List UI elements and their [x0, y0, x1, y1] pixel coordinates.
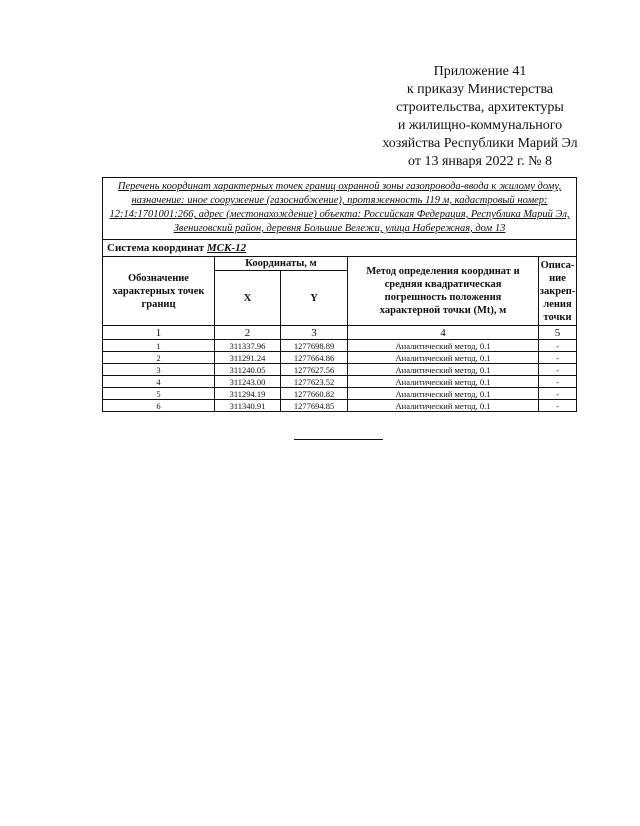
description-value: - [539, 388, 577, 400]
point-number: 6 [103, 400, 215, 412]
x-value: 311337.96 [215, 340, 281, 352]
description-value: - [539, 340, 577, 352]
method-value: Аналитический метод, 0.1 [348, 376, 539, 388]
description-value: - [539, 364, 577, 376]
table-row [103, 376, 577, 388]
order-date: от 13 января 2022 г. № 8 [408, 154, 552, 169]
column-number: 4 [348, 326, 539, 340]
x-value: 311291.24 [215, 352, 281, 364]
ministry-line-2: и жилищно-коммунального [397, 118, 563, 133]
table-title-text: Перечень координат характерных точек границ охранной зоны газопровода-ввода к жилому дому, назначение: иное сооружение (газоснабжение), протяженность 119 м, кадастровый номер: 12:14:1701001:266, адрес (местонахождение) объекта: Российская Федерация, Республика Марий Эл, Звениговский район, деревня Большие Вележи, улица Набережная, дом 13 [109, 181, 570, 234]
method-value: Аналитический метод, 0.1 [348, 352, 539, 364]
y-value: 1277623.52 [281, 376, 348, 388]
point-number: 4 [103, 376, 215, 388]
header-x: X [215, 271, 281, 326]
header-description: Описа-ние закреп-ления точки [539, 257, 577, 326]
method-value: Аналитический метод, 0.1 [348, 340, 539, 352]
coordinate-system-label: Система координат [107, 242, 205, 254]
ministry-line-1: строительства, архитектуры [396, 100, 564, 115]
y-value: 1277627.56 [281, 364, 348, 376]
table-title [103, 178, 577, 240]
closing-rule [294, 439, 383, 440]
table-row [103, 340, 577, 352]
y-value: 1277664.86 [281, 352, 348, 364]
column-number: 5 [539, 326, 577, 340]
column-number: 3 [281, 326, 348, 340]
y-value: 1277694.85 [281, 400, 348, 412]
header-point-designation: Обозначение характерных точек границ [103, 257, 215, 326]
point-number: 5 [103, 388, 215, 400]
column-number: 2 [215, 326, 281, 340]
y-value: 1277660.82 [281, 388, 348, 400]
header-method: Метод определения координат и средняя квадратическая погрешность положения характерной точки (Mt), м [348, 257, 539, 326]
x-value: 311240.05 [215, 364, 281, 376]
appendix-number: Приложение 41 [433, 64, 527, 79]
y-value: 1277698.89 [281, 340, 348, 352]
x-value: 311243.00 [215, 376, 281, 388]
column-number: 1 [103, 326, 215, 340]
header-coordinates: Координаты, м [215, 257, 348, 271]
method-value: Аналитический метод, 0.1 [348, 400, 539, 412]
x-value: 311294.19 [215, 388, 281, 400]
table-row [103, 388, 577, 400]
point-number: 2 [103, 352, 215, 364]
description-value: - [539, 376, 577, 388]
coordinates-table [102, 177, 577, 412]
coordinate-system-value: МСК-12 [206, 242, 247, 254]
order-line: к приказу Министерства [406, 82, 554, 97]
method-value: Аналитический метод, 0.1 [348, 364, 539, 376]
appendix-header [380, 63, 580, 171]
point-number: 3 [103, 364, 215, 376]
header-y: Y [281, 271, 348, 326]
table-row [103, 364, 577, 376]
method-value: Аналитический метод, 0.1 [348, 388, 539, 400]
table-row [103, 352, 577, 364]
table-row [103, 400, 577, 412]
point-number: 1 [103, 340, 215, 352]
description-value: - [539, 352, 577, 364]
coordinate-system-row [103, 240, 577, 257]
column-numbers-row [103, 326, 577, 340]
x-value: 311340.91 [215, 400, 281, 412]
ministry-line-3: хозяйства Республики Марий Эл [382, 136, 578, 151]
description-value: - [539, 400, 577, 412]
